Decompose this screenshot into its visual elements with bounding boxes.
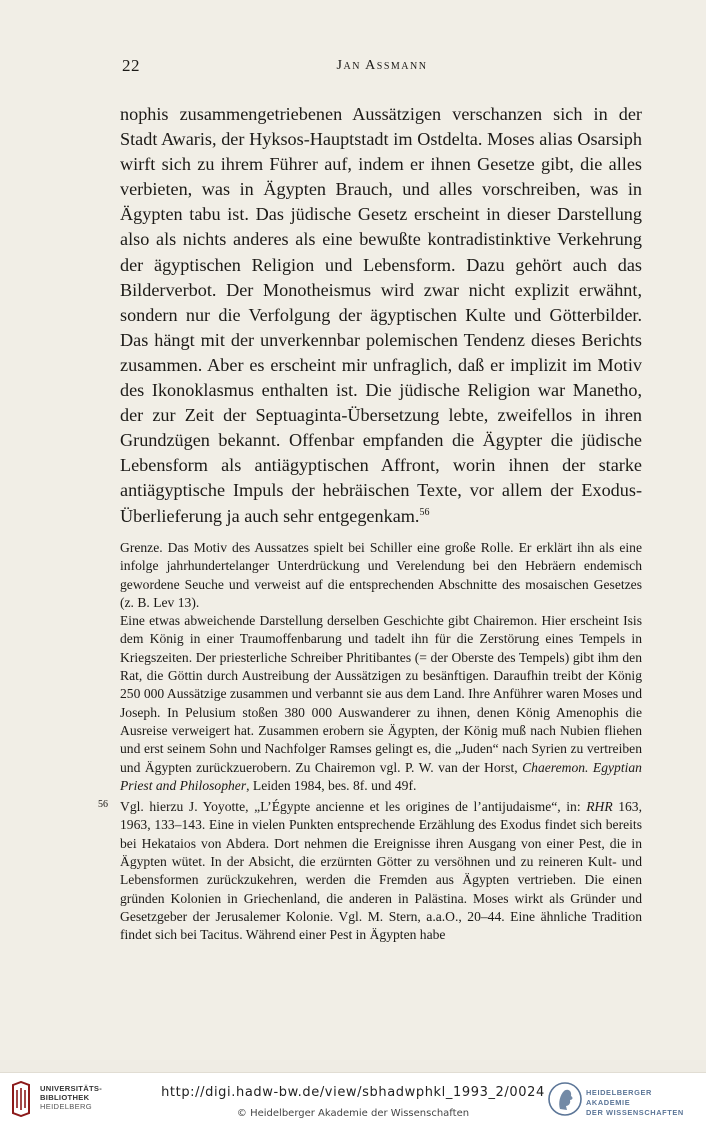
library-name-line2: BIBLIOTHEK (40, 1093, 90, 1102)
chairemon-citation: , Leiden 1984, bes. 8f. und 49f. (246, 777, 417, 793)
chairemon-text: Eine etwas abweichende Darstellung derselben Geschichte gibt Chairemon. Hier erscheint Isis dem König in einer Traumoffenbarung und tadelt ihn für die Zerstörung eines Tempels in Kriegszeiten. Der priesterliche Schreiber Phritibantes (= der Oberste des Tempels) gibt ihm den Rat, die Göttin durch Austreibung der Aussätzigen zu besänftigen. Daraufhin treibt der König 250 000 Aussätzige zusammen und verbannt sie aus dem Land. Ihre Anführer waren Moses und Joseph. In Pelusium stoßen 380 000 Auswanderer zu ihnen, denen König Amenophis die Ausreise verweigert hat. Zusammen erobern sie Ägypten, der König muß nach Nubien fliehen und erst seinem Sohn und Nachfolger Ramses gelingt es, die „Juden“ nach Syrien zu vertreiben und Ägypten zurückzuerobern. Zu Chairemon vgl. P. W. van der Horst, (120, 613, 642, 775)
academy-name-line1: HEIDELBERGER AKADEMIE (586, 1088, 652, 1107)
footnote-56 (98, 798, 643, 944)
chairemon-book-title: Chaeremon. Egyptian Priest and Philosopher (120, 759, 642, 793)
footnote-56-number: 56 (98, 799, 108, 811)
permalink-url[interactable]: http://digi.hadw-bw.de/view/sbhadwphkl_1993_2/0024 (161, 1085, 545, 1100)
academy-name-line2: DER WISSENSCHAFTEN (586, 1108, 684, 1117)
footnotes (98, 539, 643, 945)
main-paragraph (120, 102, 642, 529)
library-name-line3: HEIDELBERG (40, 1102, 92, 1111)
footnote-56-text-start: Vgl. hierzu J. Yoyotte, „L’Égypte ancienne et les origines de l’antijudaisme“, in: (120, 799, 587, 815)
header-author: Jan Assmann (336, 58, 428, 73)
main-paragraph-text: nophis zusammengetriebenen Aussätzigen verschanzen sich in der Stadt Awaris, der Hyksos-Hauptstadt im Ostdelta. Moses alias Osarsiph wirft sich zu ihrem Führer auf, indem er ihnen Gesetze gibt, die alles verbieten, was in Ägypten Brauch, und alles vorschreiben, was in Ägypten tabu ist. Das jüdische Gesetz erscheint in dieser Darstellung also als nichts anderes als eine bewußte kontradistinktive Verkehrung der ägyptischen Religion und Lebensform. Dazu gehört auch das Bilderverbot. Der Monotheismus wird zwar nicht explizit erwähnt, sondern nur die Verfolgung der ägyptischen Kulte und Götterbilder. Das hängt mit der unverkennbar polemischen Tendenz dieses Berichts zusammen. Aber es erscheint mir unfraglich, daß er implizit im Motiv des Ikonoklasmus enthalten ist. Die jüdische Religion war Manetho, der zur Zeit der Septuaginta-Übersetzung lebte, zweifellos in ihren Grundzügen bekannt. Offenbar empfanden die Ägypter die jüdische Lebensform als antiägyptischen Affront, worin ihnen der starke antiägyptische Impuls der hebräischen Texte, vor allem der Exodus-Überlieferung ja auch sehr entgegenkam. (120, 104, 642, 526)
footnote-56-text: 163, 1963, 133–143. Eine in vielen Punkten entsprechende Erzählung des Exodus findet sich bereits bei Hekataios von Abdera. Dort nehmen die Ereignisse ihren Ausgang von einer Pest, die in Ägypten wütet. In der Absicht, die erzürnten Götter zu versöhnen und zu reineren Kult- und Lebensformen zurückzukehren, werden die Fremden aus Ägypten vertrieben. Die einen gründen Kolonien in Griechenland, die anderen in Palästina. Moses wirkt als Gründer und Gesetzgeber der Jerusalemer Kolonie. Vgl. M. Stern, a.a.O., 20–44. Eine ähnliche Tradition findet sich bei Tacitus. Während einer Pest in Ägypten habe (120, 799, 643, 943)
footnote-reference-56[interactable]: 56 (419, 506, 430, 518)
academy-profile-icon (548, 1079, 582, 1119)
viewer-footer (0, 1072, 706, 1125)
running-head (122, 56, 642, 80)
academy-logo[interactable] (548, 1079, 698, 1119)
copyright-notice: © Heidelberger Akademie der Wissenschaften (236, 1108, 470, 1119)
page-number: 22 (122, 56, 140, 75)
library-name-line1: UNIVERSITÄTS- (40, 1084, 103, 1093)
footnote-56-journal: RHR (586, 799, 613, 815)
footnote-continuation: Grenze. Das Motiv des Aussatzes spielt bei Schiller eine große Rolle. Er erklärt ihn als eine infolge jahrhundertelanger Unterdrückung und Verelendung bei den Hebräern endemisch gewordene Seuche und verweist auf die entsprechenden Abschnitte des mosaischen Gesetzes (z. B. Lev 13). (120, 540, 642, 610)
academy-name (586, 1088, 698, 1118)
footnote-continuation-chairemon (120, 612, 642, 795)
